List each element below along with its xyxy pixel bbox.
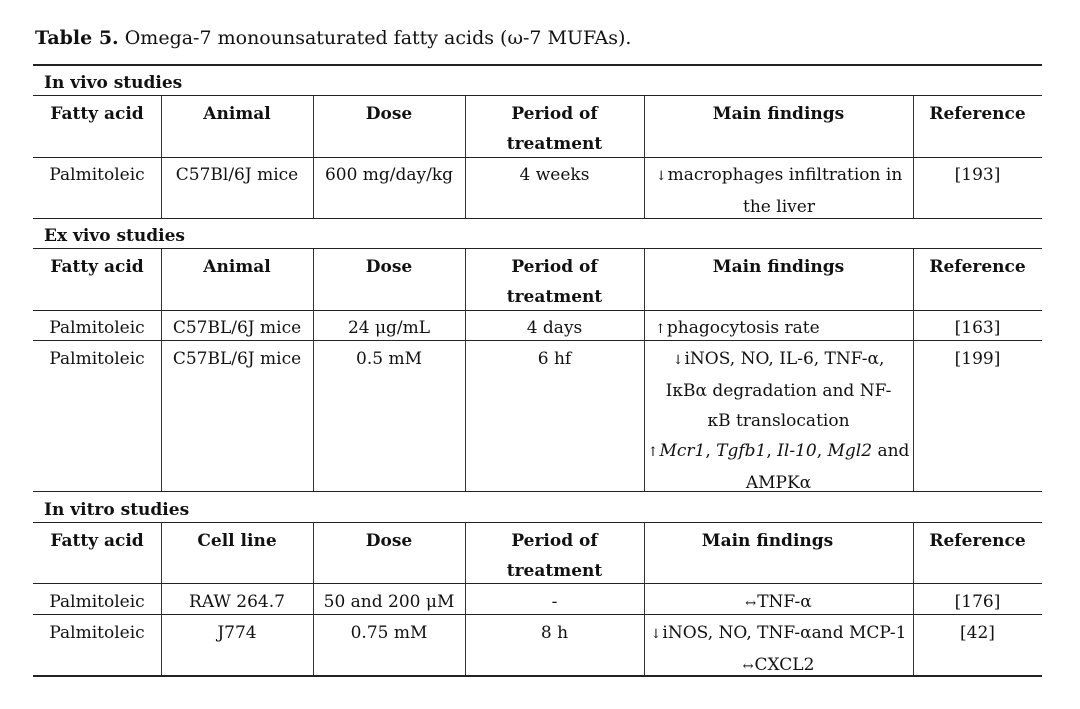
cell-animal: C57Bl/6J mice <box>175 165 299 185</box>
decrease-arrow-icon: ↓ <box>672 353 684 368</box>
findings-text: macrophages infiltration in the liver <box>667 165 903 217</box>
header-main-findings: Main findings <box>712 104 845 124</box>
header-period-text: Period of treatment <box>506 104 603 154</box>
cell-period: - <box>551 592 558 612</box>
cell-reference: [176] <box>954 592 1001 612</box>
header-fatty-acid: Fatty acid <box>50 257 144 277</box>
cell-period: 8 h <box>540 623 569 643</box>
cell-reference: [42] <box>960 623 995 643</box>
cell-period: 4 weeks <box>519 165 590 185</box>
header-main-findings: Main findings <box>701 531 834 551</box>
cell-period: 6 hf <box>537 349 572 369</box>
findings-text: TNF-α <box>757 592 812 612</box>
cell-main-findings <box>644 587 913 619</box>
cell-dose: 0.75 mM <box>350 623 428 643</box>
cell-dose: 24 μg/mL <box>347 318 431 338</box>
header-animal: Animal <box>203 257 271 277</box>
cell-cell-line: J774 <box>217 623 257 643</box>
findings-text: phagocytosis rate <box>666 318 820 338</box>
findings-line <box>646 344 911 436</box>
rule <box>33 522 1042 523</box>
findings-text: and AMPKα <box>745 441 910 493</box>
gene-name: Mcr1 <box>659 441 706 461</box>
header-reference: Reference <box>929 531 1026 551</box>
table-caption <box>35 27 631 49</box>
cell-period: 4 days <box>526 318 583 338</box>
header-dose: Dose <box>365 257 413 277</box>
cell-fatty-acid: Palmitoleic <box>49 349 145 369</box>
cell-reference: [163] <box>954 318 1001 338</box>
rule <box>33 248 1042 249</box>
gene-name: Il-10 <box>777 441 817 461</box>
table-label: Table 5. <box>35 27 119 49</box>
cell-main-findings <box>655 313 905 345</box>
gene-name: Tgfb1 <box>716 441 767 461</box>
cell-reference: [193] <box>954 165 1001 185</box>
rule <box>33 95 1042 96</box>
header-animal: Animal <box>203 104 271 124</box>
findings-line <box>644 650 913 682</box>
findings-text: iNOS, NO, IL-6, TNF-α, IκBα degradation and NF-κB translocation <box>665 349 892 431</box>
header-period <box>465 99 644 159</box>
header-main-findings: Main findings <box>712 257 845 277</box>
decrease-arrow-icon: ↓ <box>650 627 662 642</box>
cell-reference: [199] <box>954 349 1001 369</box>
cell-dose: 0.5 mM <box>356 349 422 369</box>
header-period-text: Period of treatment <box>506 531 603 581</box>
cell-main-findings <box>644 618 913 682</box>
cell-dose: 600 mg/day/kg <box>324 165 454 185</box>
column-divider <box>644 249 645 491</box>
section-title-in-vivo: In vivo studies <box>44 73 183 93</box>
cell-main-findings <box>648 160 910 222</box>
increase-arrow-icon: ↑ <box>655 322 666 337</box>
header-period-text: Period of treatment <box>506 257 603 307</box>
cell-main-findings <box>646 344 911 498</box>
header-period <box>465 252 644 312</box>
header-reference: Reference <box>929 257 1026 277</box>
header-dose: Dose <box>365 104 413 124</box>
decrease-arrow-icon: ↓ <box>655 169 667 184</box>
cell-animal: C57BL/6J mice <box>172 349 302 369</box>
findings-text: iNOS, NO, TNF-αand MCP-1 <box>662 623 907 643</box>
section-title-in-vitro: In vitro studies <box>44 500 190 520</box>
gene-name: Mgl2 <box>827 441 873 461</box>
cell-dose: 50 and 200 μM <box>323 592 455 612</box>
cell-fatty-acid: Palmitoleic <box>49 165 145 185</box>
header-reference: Reference <box>929 104 1026 124</box>
table-title: Omega-7 monounsaturated fatty acids (ω-7 MUFAs). <box>124 27 632 49</box>
section-title-ex-vivo: Ex vivo studies <box>44 226 185 246</box>
findings-text: CXCL2 <box>754 655 815 675</box>
findings-line <box>644 618 913 650</box>
findings-line: ↑Mcr1, Tgfb1, Il-10, Mgl2 and AMPKα <box>647 441 910 493</box>
header-dose: Dose <box>365 531 413 551</box>
cell-fatty-acid: Palmitoleic <box>49 623 145 643</box>
no-change-arrow-icon: ↔ <box>745 596 757 611</box>
table-top-rule <box>33 64 1042 66</box>
header-cell-line: Cell line <box>197 531 277 551</box>
header-fatty-acid: Fatty acid <box>50 104 144 124</box>
cell-cell-line: RAW 264.7 <box>189 592 285 612</box>
header-period <box>465 526 644 586</box>
no-change-arrow-icon: ↔ <box>742 659 754 674</box>
cell-animal: C57BL/6J mice <box>172 318 302 338</box>
header-fatty-acid: Fatty acid <box>50 531 144 551</box>
increase-arrow-icon: ↑ <box>647 445 659 460</box>
cell-fatty-acid: Palmitoleic <box>49 318 145 338</box>
cell-fatty-acid: Palmitoleic <box>49 592 145 612</box>
